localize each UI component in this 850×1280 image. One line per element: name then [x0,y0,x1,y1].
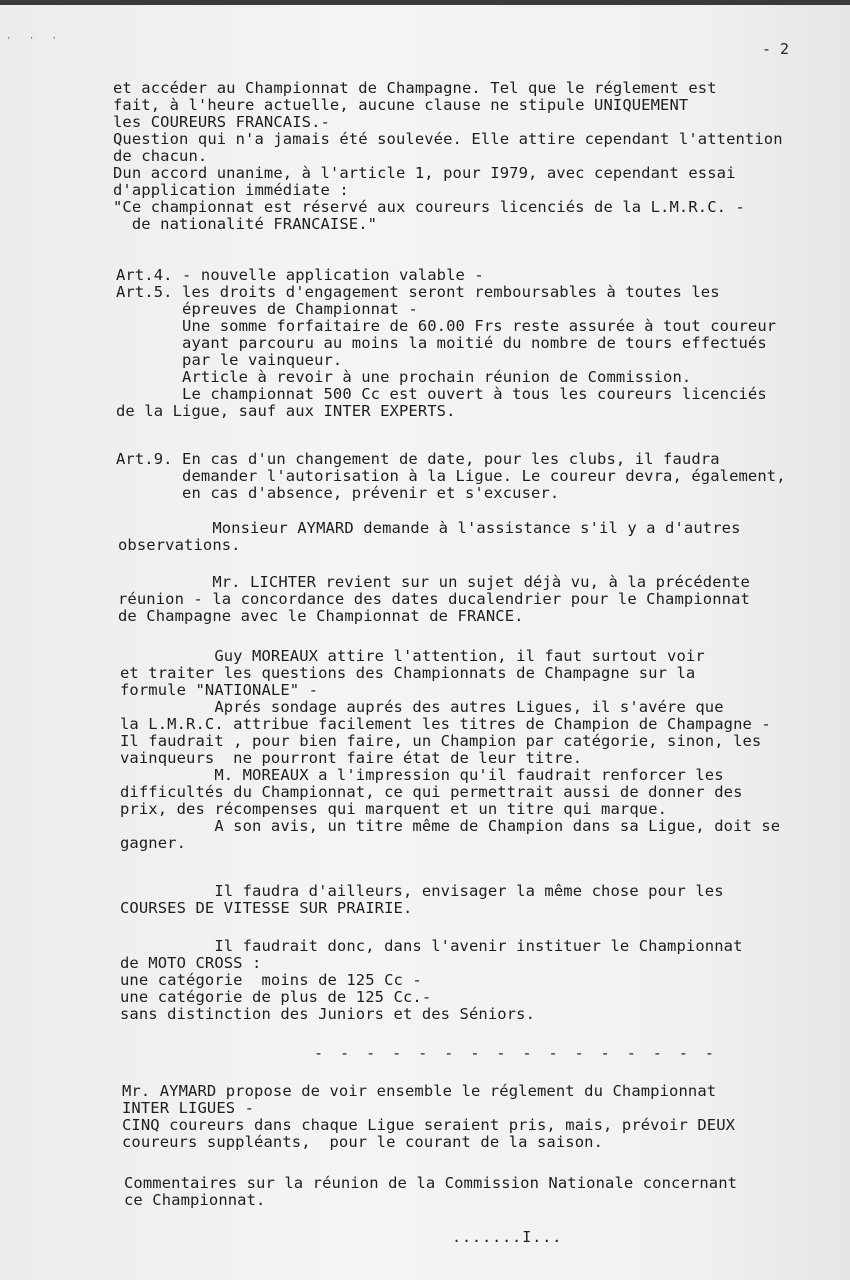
paragraph-commission-nationale: Commentaires sur la réunion de la Commission Nationale concernant ce Championnat. [124,1174,738,1209]
paragraph-nationality-clause: et accéder au Championnat de Champagne. Tel que le réglement est fait, à l'heure actuelle, aucune clause ne stipule UNIQUEMENT les COUREURS FRANCAIS.- Question qui n'a jamais été soulevée. Elle attire cependant l'attention de chacun. Dun accord unanime, à l'article 1, pour I979, avec cependant essai d'application immédiate : "Ce championnat est réservé aux coureurs licenciés de la L.M.R.C. - de nationalité FRANCAISE." [113,79,783,233]
paragraph-inter-ligues: Mr. AYMARD propose de voir ensemble le réglement du Championnat INTER LIGUES - CINQ coureurs dans chaque Ligue seraient pris, mais, prévoir DEUX coureurs suppléants, pour le courant de la saison. [122,1082,736,1151]
paragraph-article-9: Art.9. En cas d'un changement de date, pour les clubs, il faudra demander l'autorisation à la Ligue. Le coureur devra, également, en cas d'absence, prévenir et s'excuser. [116,450,786,502]
paragraph-moto-cross: Il faudrait donc, dans l'avenir instituer le Championnat de MOTO CROSS : une catégorie moins de 125 Cc - une catégorie de plus de 125 Cc.- sans distinction des Juniors et des Séniors. [120,937,743,1023]
continuation-marker: .......I... [452,1228,563,1246]
scan-specks: · · · [6,34,64,44]
paragraph-aymard-observations: Monsieur AYMARD demande à l'assistance s'il y a d'autres observations. [118,519,741,554]
top-edge-line [0,0,850,5]
paragraph-articles-4-5: Art.4. - nouvelle application valable - Art.5. les droits d'engagement seront remboursables à toutes les épreuves de Championnat - Une somme forfaitaire de 60.00 Frs reste assurée à tout coureur ayant parcouru au moins la moitié du nombre de tours effectués par le vainqueur. Article à revoir à une prochain réunion de Commission. Le championnat 500 Cc est ouvert à tous les coureurs licenciés de la Ligue, sauf aux INTER EXPERTS. [116,266,777,420]
paragraph-vitesse-prairie: Il faudra d'ailleurs, envisager la même chose pour les COURSES DE VITESSE SUR PRAIRIE. [120,882,724,917]
page-number: - 2 [762,40,790,58]
section-separator: - - - - - - - - - - - - - - - - [314,1044,718,1062]
paragraph-lichter: Mr. LICHTER revient sur un sujet déjà vu, à la précédente réunion - la concordance des dates ducalendrier pour le Championnat de Champagne avec le Championnat de FRANCE. [118,573,750,625]
paragraph-moreaux: Guy MOREAUX attire l'attention, il faut surtout voir et traiter les questions des Championnats de Champagne sur la formule "NATIONALE" - Aprés sondage auprés des autres Ligues, il s'avére que la L.M.R.C. attribue facilement les titres de Champion de Champagne - Il faudrait , pour bien faire, un Champion par catégorie, sinon, les vainqueurs ne pourront faire état de leur titre. M. MOREAUX a l'impression qu'il faudrait renforcer les difficultés du Championnat, ce qui permettrait aussi de donner des prix, des récompenses qui marquent et un titre qui marque. A son avis, un titre même de Champion dans sa Ligue, doit se gagner. [120,647,781,852]
